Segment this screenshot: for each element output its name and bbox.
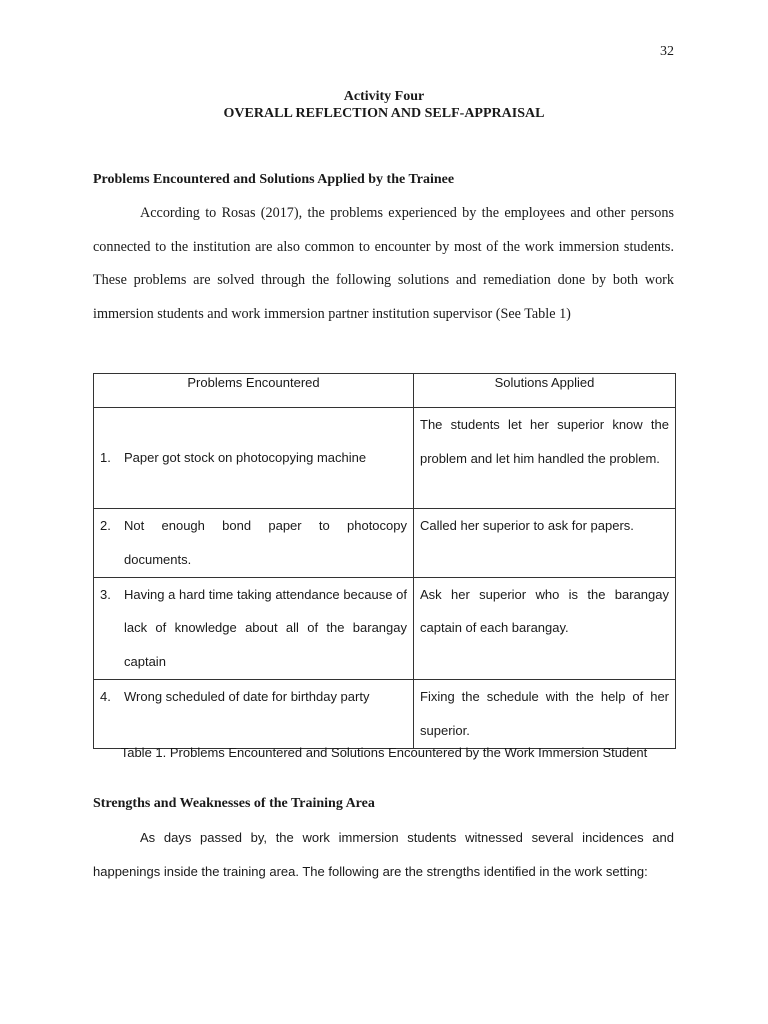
section-heading-strengths: Strengths and Weaknesses of the Training Area (93, 796, 375, 811)
solution-text: Ask her superior who is the barangay captain of each barangay. (420, 586, 669, 636)
table-row (94, 509, 676, 578)
item-number: 3. (100, 586, 111, 602)
activity-subtitle: Activity Four (343, 89, 425, 104)
problem-cell (94, 577, 414, 679)
table-row (94, 679, 676, 748)
solution-cell (414, 577, 676, 679)
problems-solutions-table (93, 373, 676, 749)
problems-paragraph: According to Rosas (2017), the problems experienced by the employees and other persons connected to the institution are also common to encounter by most of the work immersion students. These problems are solved through the following solutions and remediation done by both work immersion students and work immersion partner institution supervisor (See Table 1) (93, 205, 674, 322)
strengths-paragraph: As days passed by, the work immersion students witnessed several incidences and happenings inside the training area. The following are the strengths identified in the work setting: (93, 830, 674, 879)
activity-title (0, 88, 768, 122)
item-number: 2. (100, 518, 111, 533)
problem-cell (94, 679, 414, 748)
problem-text: Having a hard time taking attendance because of lack of knowledge about all of the barangay captain (124, 586, 407, 670)
solution-text: Called her superior to ask for papers. (420, 518, 634, 533)
solution-cell (414, 408, 676, 509)
solution-text: The students let her superior know the problem and let him handled the problem. (420, 417, 669, 466)
section-heading-problems: Problems Encountered and Solutions Applied by the Trainee (93, 172, 455, 187)
problem-text: Not enough bond paper to photocopy documents. (124, 518, 407, 567)
problem-cell (94, 509, 414, 578)
item-number: 1. (100, 450, 111, 466)
problem-text: Paper got stock on photocopying machine (124, 450, 367, 466)
solution-text: Fixing the schedule with the help of her superior. (420, 688, 669, 738)
table-row (94, 577, 676, 679)
page-number: 32 (660, 44, 674, 59)
table-header-problems: Problems Encountered (94, 374, 414, 408)
problem-cell (94, 408, 414, 509)
solution-cell (414, 509, 676, 578)
solution-cell (414, 679, 676, 748)
table-row (94, 408, 676, 509)
problem-text: Wrong scheduled of date for birthday party (124, 688, 370, 704)
table-header-solutions: Solutions Applied (414, 374, 676, 408)
table-caption: Table 1. Problems Encountered and Solutions Encountered by the Work Immersion Student (120, 745, 648, 760)
activity-main-title: OVERALL REFLECTION AND SELF-APPRAISAL (223, 106, 545, 121)
item-number: 4. (100, 688, 111, 704)
